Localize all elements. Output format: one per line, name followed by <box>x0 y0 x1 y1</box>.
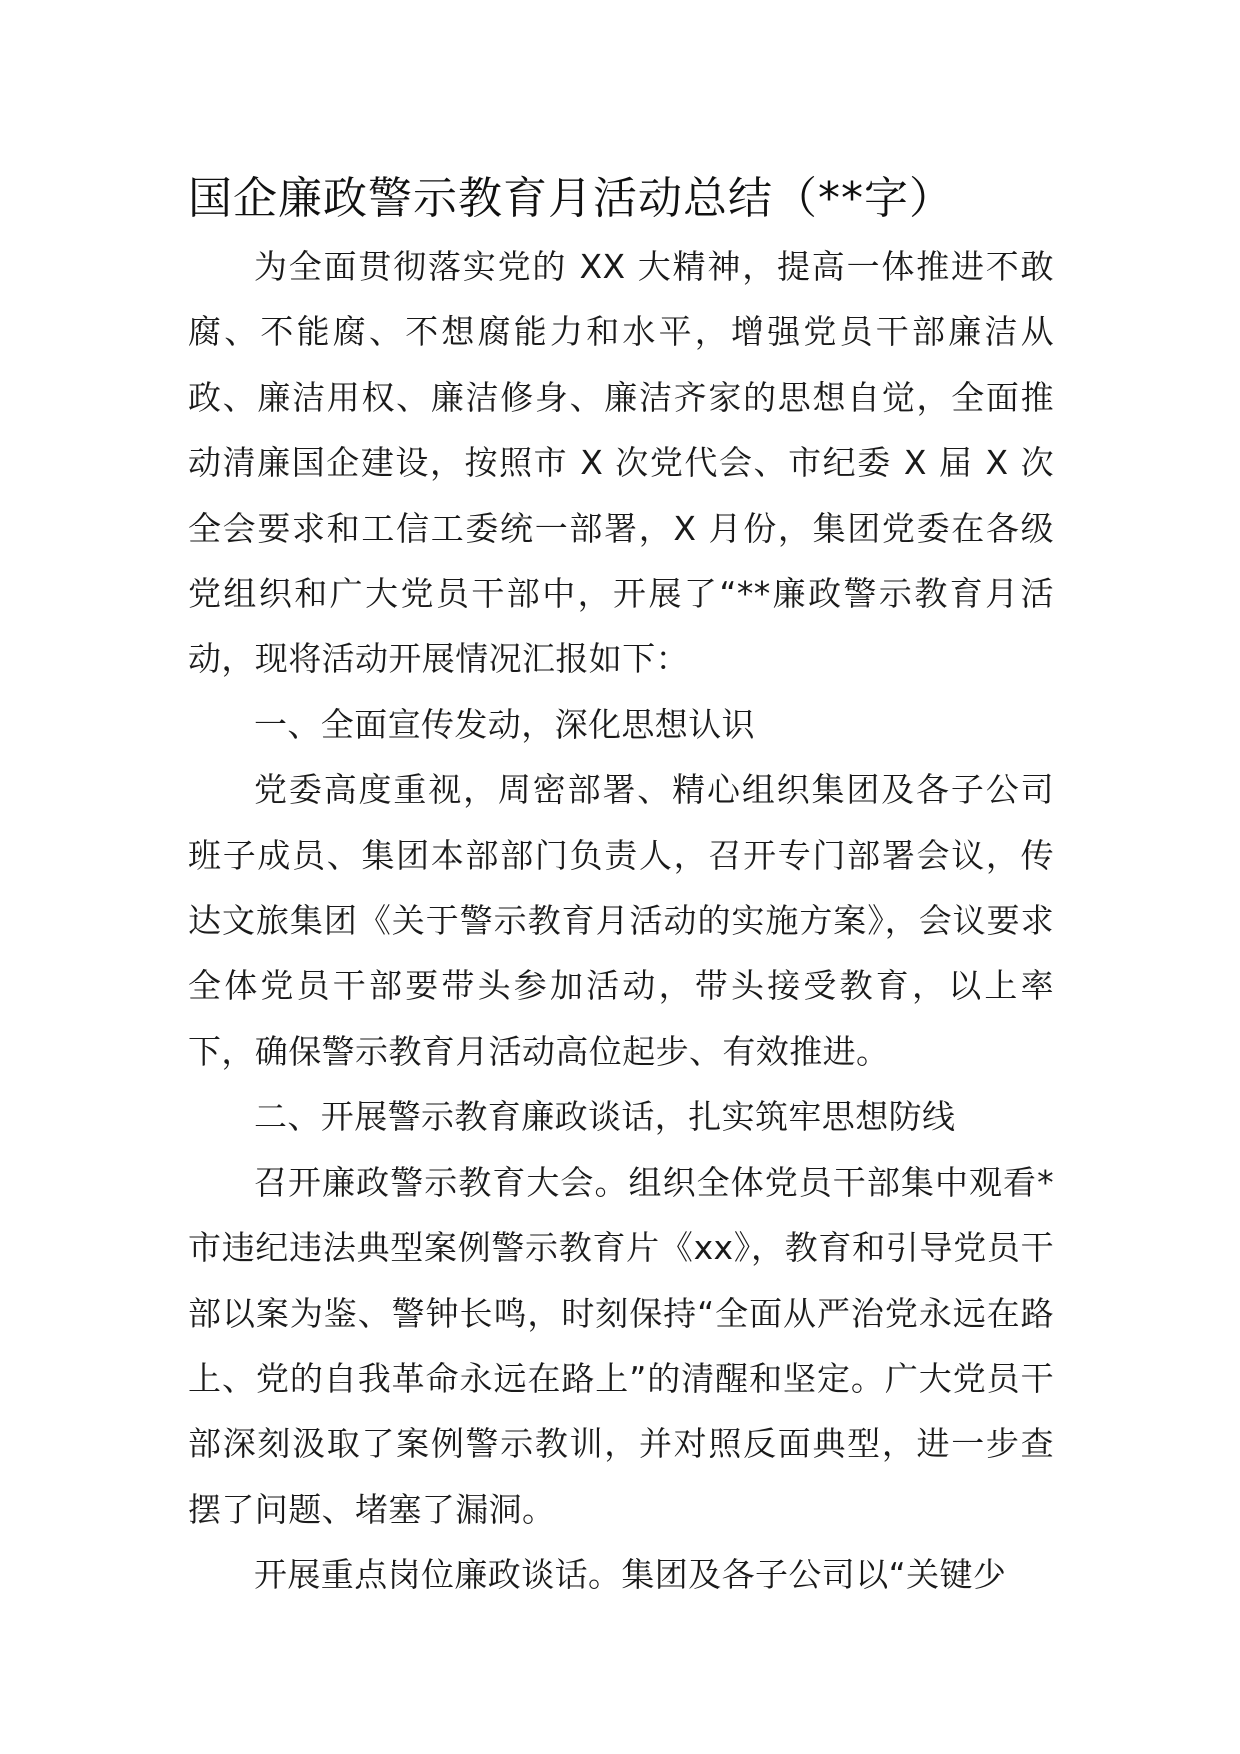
section-2-paragraph-2: 开展重点岗位廉政谈话。集团及各子公司以“关键少 <box>254 1555 1007 1595</box>
section-2-heading: 二、开展警示教育廉政谈话，扎实筑牢思想防线 <box>254 1097 956 1137</box>
document-body <box>188 164 1054 1608</box>
intro-paragraph: 为全面贯彻落实党的 XX 大精神，提高一体推进不敢腐、不能腐、不想腐能力和水平，增强党员干部廉洁从政、廉洁用权、廉洁修身、廉洁齐家的思想自觉，全面推动清廉国企建设，按照市 X 次党代会、市纪委 X 届 X 次全会要求和工信工委统一部署，X 月份，集团党委在各级党组织和广大党员干部中，开展了“**廉政警示教育月活动，现将活动开展情况汇报如下： <box>188 247 1054 679</box>
section-1-paragraph: 党委高度重视，周密部署、精心组织集团及各子公司班子成员、集团本部部门负责人，召开专门部署会议，传达文旅集团《关于警示教育月活动的实施方案》，会议要求全体党员干部要带头参加活动，带头接受教育，以上率下，确保警示教育月活动高位起步、有效推进。 <box>188 770 1054 1071</box>
section-2-paragraph-1: 召开廉政警示教育大会。组织全体党员干部集中观看*市违纪违法典型案例警示教育片《xx》，教育和引导党员干部以案为鉴、警钟长鸣，时刻保持“全面从严治党永远在路上、党的自我革命永远在路上”的清醒和坚定。广大党员干部深刻汲取了案例警示教训，并对照反面典型，进一步查摆了问题、堵塞了漏洞。 <box>188 1162 1054 1529</box>
document-title: 国企廉政警示教育月活动总结（**字） <box>188 173 954 224</box>
section-1-heading: 一、全面宣传发动，深化思想认识 <box>254 704 755 744</box>
